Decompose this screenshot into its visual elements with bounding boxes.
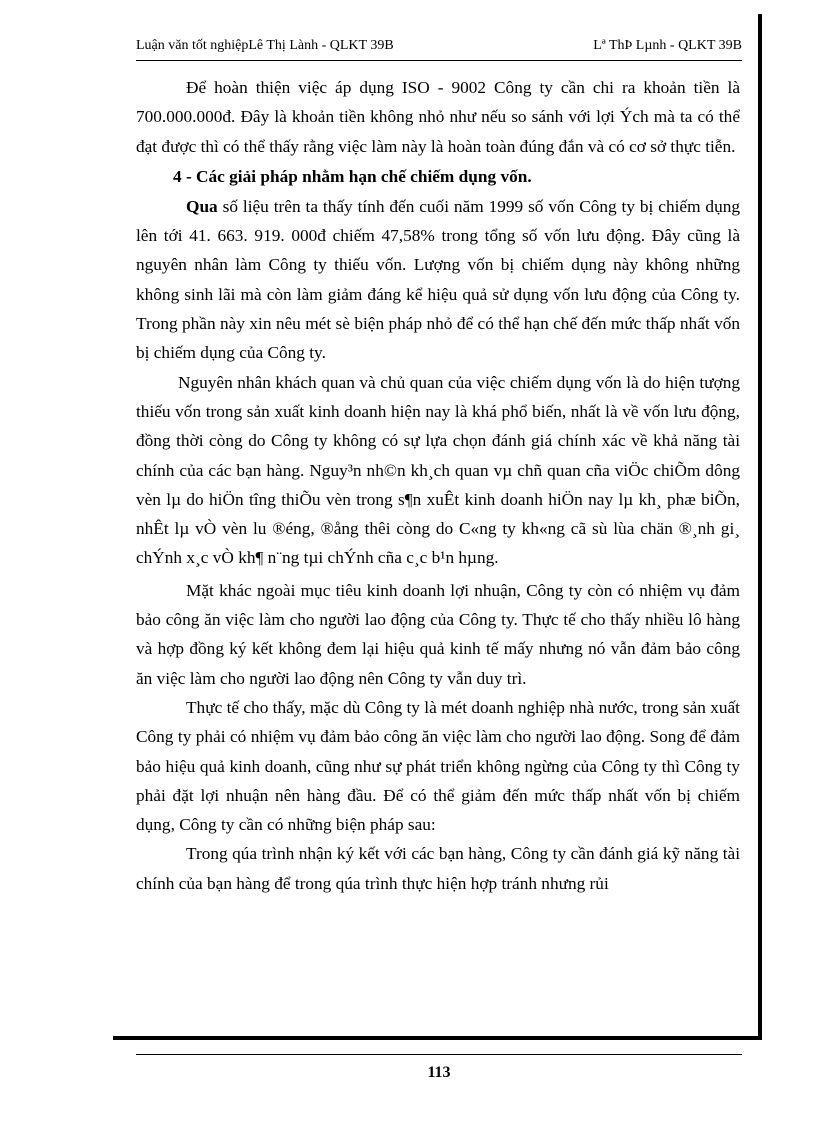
- paragraph: Trong qúa trình nhận ký kết với các bạn hàng, Công ty cần đánh giá kỹ năng tài chính của bạn hàng để trong qúa trình thực hiện hợp tránh nhưng rủi: [136, 844, 740, 893]
- document-body: [136, 73, 740, 898]
- paragraph-lead-word: Qua: [186, 196, 218, 216]
- paragraph-text: số liệu trên ta thấy tính đến cuối năm 1999 số vốn Công ty bị chiếm dụng lên tới 41. 663. 919. 000đ chiếm 47,58% trong tổng số vốn lưu động. Đây cũng là nguyên nhân làm Công ty thiếu vốn. Lượng vốn bị chiếm dụng này không những không sinh lãi mà còn làm giảm đáng kể hiệu quả sử dụng vốn lưu động của Công ty. Trong phần này xin nêu mét sè biện pháp nhỏ để có thể hạn chế đến mức thấp nhất vốn bị chiếm dụng của Công ty.: [136, 196, 740, 363]
- page-header: [136, 37, 742, 61]
- section-heading: 4 - Các giải pháp nhằm hạn chế chiếm dụng vốn.: [173, 166, 532, 186]
- paragraph: Thực tế cho thấy, mặc dù Công ty là mét doanh nghiệp nhà nước, trong sản xuất Công ty phải có nhiệm vụ đảm bảo công ăn việc làm cho người lao động. Song để đảm bảo hiệu quả kinh doanh, cũng như sự phát triển không ngừng của Công ty thì Công ty phải đặt lợi nhuận nên hàng đầu. Để có thể giảm đến mức thấp nhất vốn bị chiếm dụng, Công ty cần có những biện pháp sau:: [136, 697, 740, 835]
- page-number: 113: [427, 1064, 451, 1081]
- header-left: Luận văn tốt nghiệpLê Thị Lành - QLKT 39B: [136, 38, 394, 53]
- header-right: Lª ThÞ Lµnh - QLKT 39B: [593, 38, 742, 53]
- paragraph: Để hoàn thiện việc áp dụng ISO - 9002 Công ty cần chi ra khoản tiền là 700.000.000đ. Đây là khoản tiền không nhỏ như nếu so sánh với lợi Ých mà ta có thể đạt được thì có thể thấy rằng việc làm này là hoàn toàn đúng đắn và có cơ sở thực tiễn.: [136, 78, 740, 156]
- page-footer: [136, 1054, 742, 1082]
- paragraph: Mặt khác ngoài mục tiêu kinh doanh lợi nhuận, Công ty còn có nhiệm vụ đảm bảo công ăn việc làm cho người lao động của Công ty. Thực tế cho thấy nhiều lô hàng và hợp đồng ký kết không đem lại hiệu quả kinh tế mấy nhưng nó vẫn đảm bảo công ăn việc làm cho người lao động nên Công ty vẫn duy trì.: [136, 580, 740, 688]
- paragraph: Nguyên nhân khách quan và chủ quan của việc chiếm dụng vốn là do hiện tượng thiếu vốn trong sản xuất kinh doanh hiện nay là khá phổ biến, nhất là về vốn lưu động, đồng thời còng do Công ty không có sự lựa chọn đánh giá chính xác về khả năng tài chính của các bạn hàng. Nguy³n nh©n kh¸ch quan vµ chñ quan cña viÖc chiÕm dông vèn lµ do hiÖn tîng thiÕu vèn trong s¶n xuÊt kinh doanh hiÖn nay lµ kh¸ phæ biÕn, nhÊt lµ vÒ vèn lu ®éng, ®ång thêi còng do C«ng ty kh«ng cã sù lùa chän ®¸nh gi¸ chÝnh x¸c vÒ kh¶ n¨ng tµi chÝnh cña c¸c b¹n hµng.: [136, 372, 740, 568]
- paragraph: [136, 192, 740, 368]
